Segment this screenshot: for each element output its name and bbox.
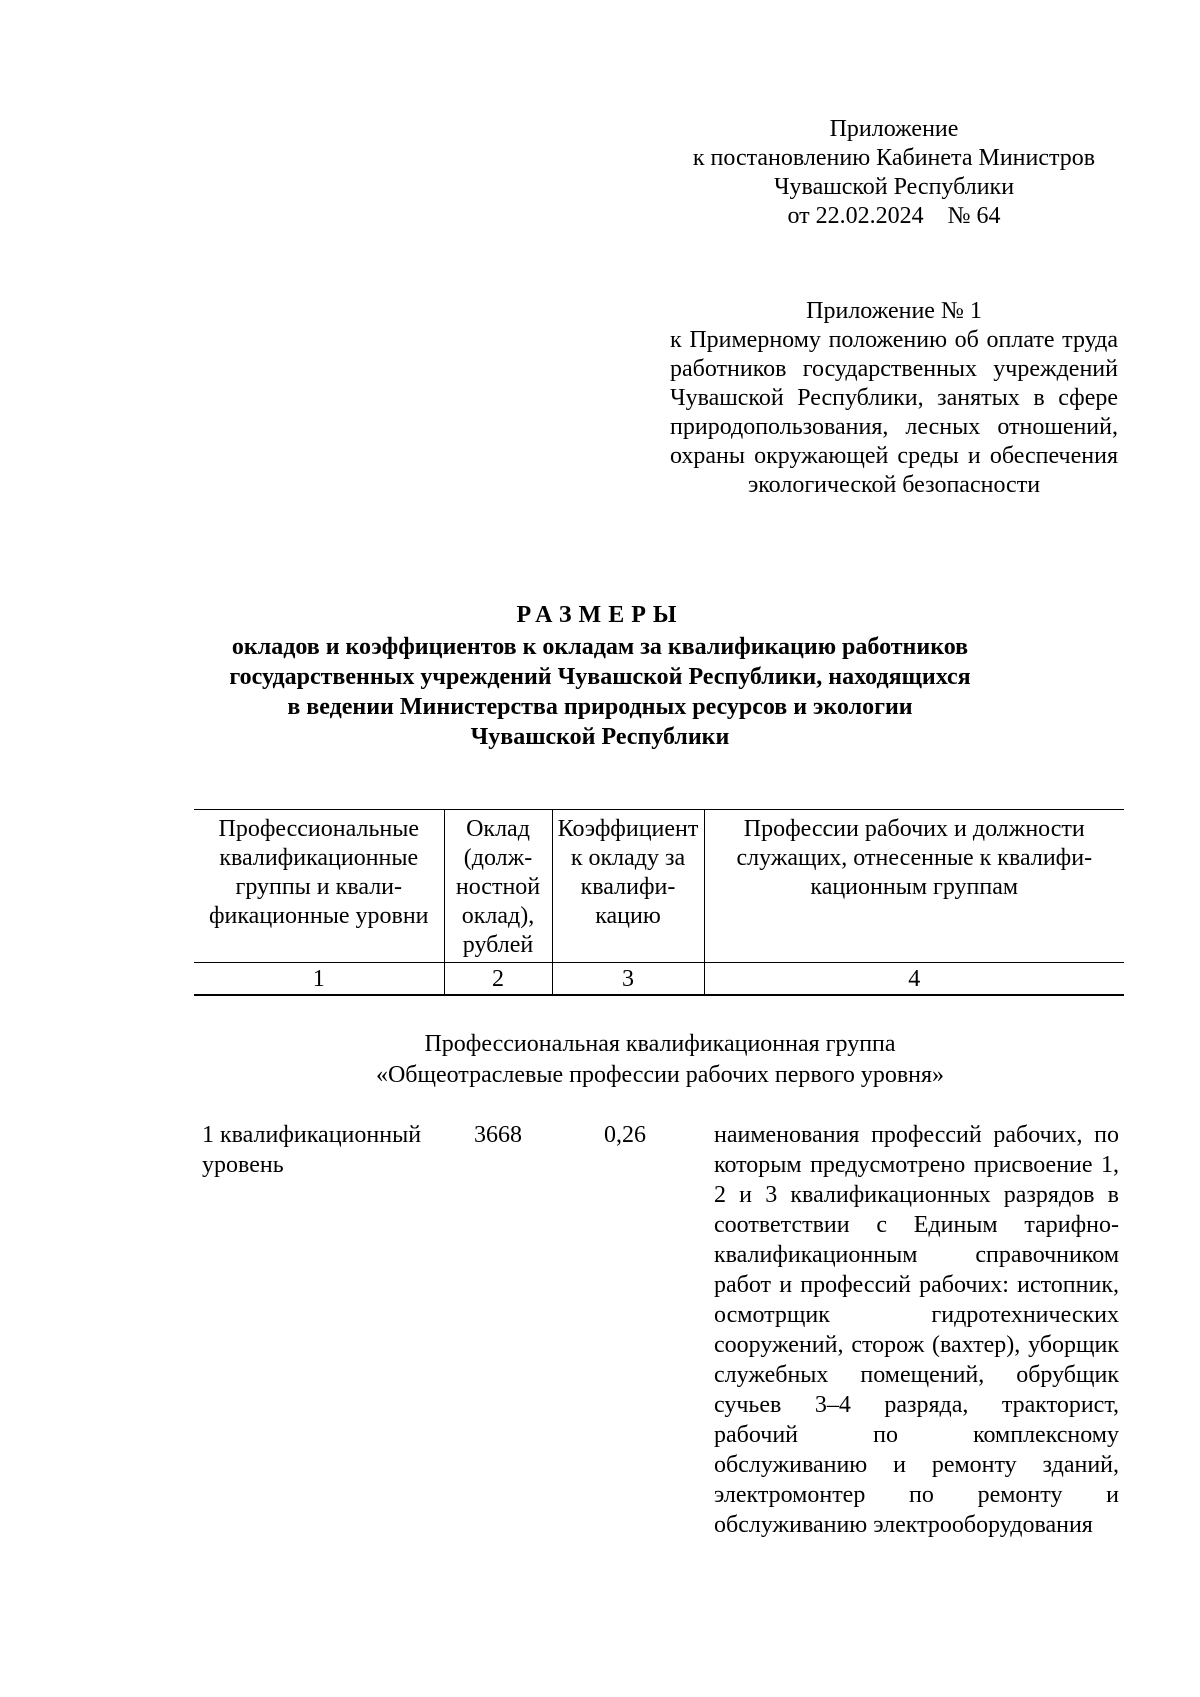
group-title-line: Профессиональная квалификационная группа [424,1031,896,1057]
salary-value: 3668 [474,1122,522,1148]
group-title [200,1029,1120,1091]
column-number: 4 [704,963,1124,996]
title-main: РАЗМЕРЫ [516,602,684,628]
table-number-row [194,963,1124,996]
annex-line: к постановлению Кабинета Министров [692,145,1096,171]
header-professions: Профессии рабочих и должности служащих, отнесенные к квалификационным группам [704,810,1124,963]
annex-date-number: от 22.02.2024 № 64 [787,203,1001,229]
annex-line: Приложение [829,116,959,142]
document-title [150,600,1050,752]
column-number: 1 [194,963,444,996]
header-coefficient: Коэффициент к окладу за квалификацию [552,810,704,963]
column-number: 2 [444,963,552,996]
coefficient-value: 0,26 [604,1122,646,1148]
title-line: Чувашской Республики [470,724,730,750]
group-title-name: «Общеотраслевые профессии рабочих первого уровня» [375,1062,945,1088]
title-line: окладов и коэффициентов к окладам за квалификацию работников [231,634,969,660]
annex-1-body: к Примерному положению об оплате труда работников государственных учреждений Чувашской Республики, занятых в сфере природопользования, лесных отношений, охраны окружающей среды и обеспечения экологической безопасности [670,327,1118,498]
annex-1-header [670,297,1118,500]
annex-line: Чувашской Республики [773,174,1015,200]
title-line: государственных учреждений Чувашской Республики, находящихся [229,664,971,690]
title-line: в ведении Министерства природных ресурсов и экологии [287,694,913,720]
header-salary: Оклад (должностной оклад), рублей [444,810,552,963]
annex-header [670,115,1118,231]
qualification-level: 1 квалификационный уровень [202,1122,422,1178]
rates-table-header [194,809,1124,996]
annex-1-heading: Приложение № 1 [806,298,982,324]
header-qualification-groups: Профессиональные квалификационные группы и квалификационные уровни [194,810,444,963]
column-number: 3 [552,963,704,996]
professions-description: наименования профессий рабочих, по которым предусмотрено присвоение 1, 2 и 3 квалификационных разрядов в соответствии с Единым тарифно-квалификационным справочником работ и профессий рабочих: истопник, осмотрщик гидротехнических сооружений, сторож (вахтер), уборщик служебных помещений, обрубщик сучьев 3–4 разряда, тракторист, рабочий по комплексному обслуживанию и ремонту зданий, электромонтер по ремонту и обслуживанию электрооборудования [714,1122,1119,1538]
table-header-row [194,810,1124,963]
